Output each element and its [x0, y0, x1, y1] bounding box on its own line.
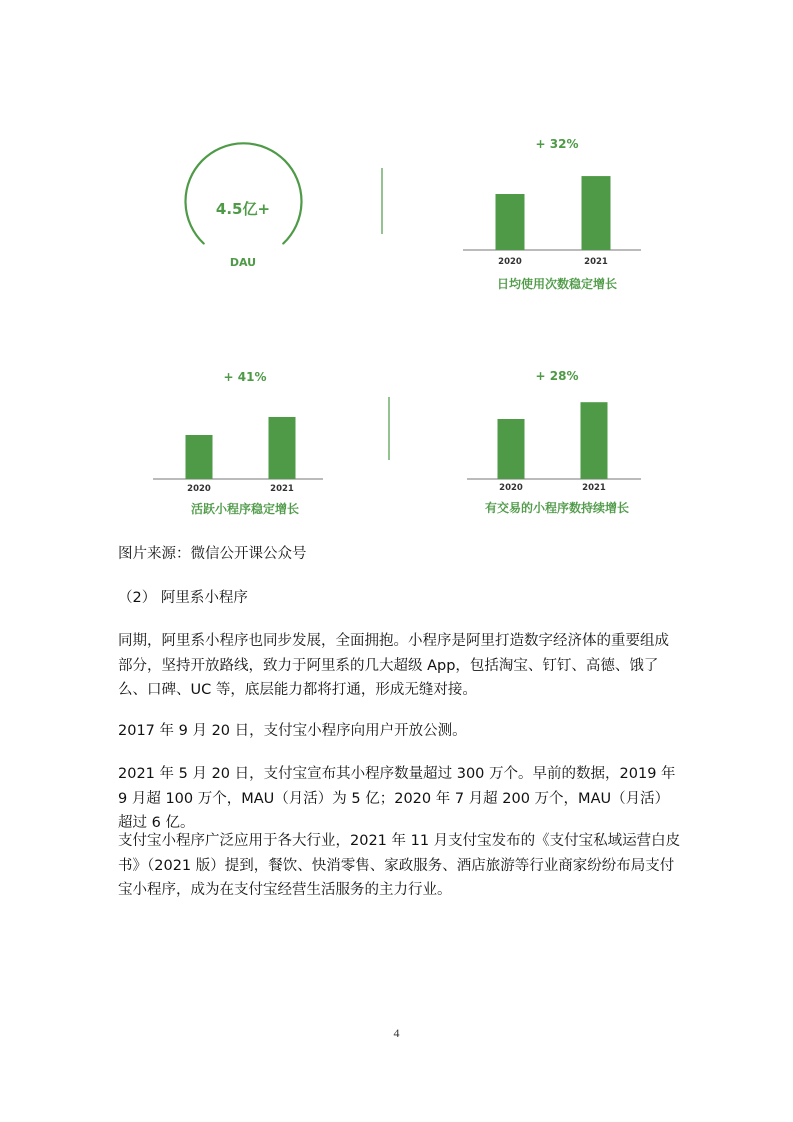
- tick-label-2020: 2020: [187, 484, 211, 494]
- section-heading: （2） 阿里系小程序: [118, 590, 248, 606]
- growth-label: + 41%: [223, 370, 267, 384]
- bar-2021: [582, 176, 611, 250]
- bar-2021: [269, 417, 296, 479]
- chart-daily-usage: [463, 137, 641, 291]
- chart-transacting-miniprograms: [467, 369, 641, 515]
- chart-title: 活跃小程序稳定增长: [190, 502, 300, 516]
- growth-label: + 32%: [535, 137, 579, 151]
- tick-label-2021: 2021: [584, 257, 608, 267]
- dau-value: 4.5亿+: [215, 200, 271, 218]
- paragraph-1: 同期，阿里系小程序也同步发展，全面拥抱。小程序是阿里打造数字经济体的重要组成部分，坚持开放路线，致力于阿里系的几大超级 App，包括淘宝、钉钉、高德、饿了么、口碑、UC 等，底层能力都将打通，形成无缝对接。: [118, 633, 669, 698]
- bar-2020: [186, 435, 213, 479]
- dau-ring: [185, 143, 301, 243]
- paragraph-4: 支付宝小程序广泛应用于各大行业，2021 年 11 月支付宝发布的《支付宝私域运营白皮书》（2021 版）提到，餐饮、快消零售、家政服务、酒店旅游等行业商家纷纷布局支付宝小程序，成为在支付宝经营生活服务的主力行业。: [118, 833, 681, 898]
- growth-label: + 28%: [535, 369, 579, 383]
- chart-title: 有交易的小程序数持续增长: [484, 501, 630, 515]
- tick-label-2021: 2021: [582, 483, 606, 493]
- tick-label-2020: 2020: [498, 257, 522, 267]
- paragraph-3: 2021 年 5 月 20 日，支付宝宣布其小程序数量超过 300 万个。早前的数据，2019 年 9 月超 100 万个，MAU（月活）为 5 亿；2020 年 7 月超 200 万个，MAU（月活）超过 6 亿。: [118, 766, 676, 831]
- chart-active-miniprograms: [153, 370, 323, 516]
- tick-label-2020: 2020: [499, 483, 523, 493]
- paragraph-2: 2017 年 9 月 20 日，支付宝小程序向用户开放公测。: [118, 723, 467, 739]
- tick-label-2021: 2021: [270, 484, 294, 494]
- dau-label: DAU: [229, 256, 257, 269]
- page-number: 4: [393, 1026, 400, 1040]
- bar-2020: [498, 419, 525, 479]
- image-source: 图片来源：微信公开课公众号: [118, 546, 307, 562]
- chart-title: 日均使用次数稳定增长: [496, 277, 618, 291]
- bar-2021: [581, 402, 608, 479]
- bar-2020: [496, 194, 525, 250]
